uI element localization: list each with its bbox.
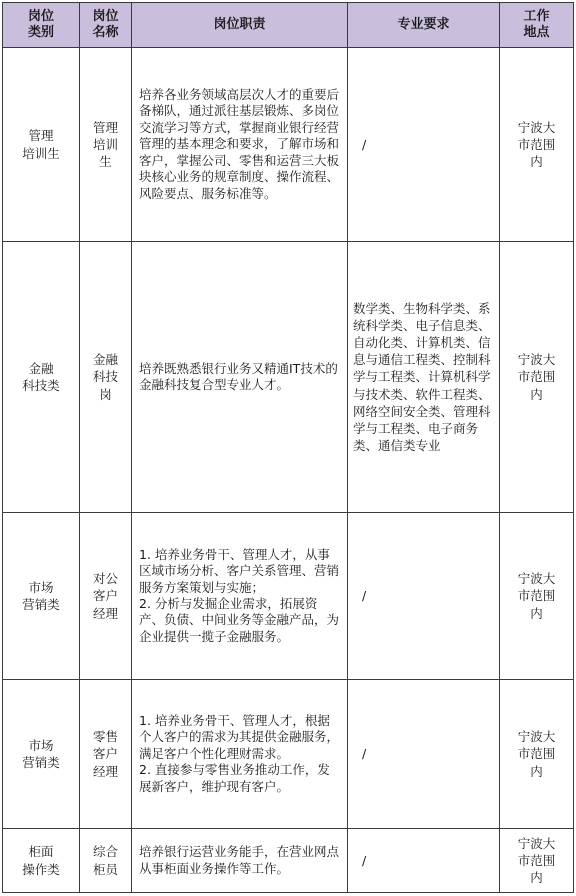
header-requirement: 专业要求	[348, 3, 500, 48]
cell-duty: 培养银行运营业务能手，在营业网点从事柜面业务操作等工作。	[132, 829, 348, 893]
header-location: 工作 地点	[500, 3, 574, 48]
cell-category: 市场 营销类	[3, 513, 80, 680]
cell-duty: 培养各业务领域高层次人才的重要后备梯队，通过派往基层锻炼、多岗位交流学习等方式，掌握商业银行经营管理的基本理念和要求，了解市场和客户，掌握公司、零售和运营三大板块核心业务的规章制度、操作流程、风险要点、服务标准等。	[132, 48, 348, 242]
table-row	[3, 242, 574, 513]
header-row	[3, 3, 574, 48]
cell-location: 宁波大 市范围 内	[500, 48, 574, 242]
table-row	[3, 829, 574, 893]
cell-category: 市场 营销类	[3, 680, 80, 829]
cell-category: 管理 培训生	[3, 48, 80, 242]
table-row	[3, 680, 574, 829]
cell-duty: 培养既熟悉银行业务又精通IT技术的金融科技复合型专业人才。	[132, 242, 348, 513]
header-category: 岗位 类别	[3, 3, 80, 48]
cell-position-name: 零售 客户 经理	[80, 680, 132, 829]
cell-location: 宁波大 市范围 内	[500, 829, 574, 893]
header-duty: 岗位职责	[132, 3, 348, 48]
table-row	[3, 48, 574, 242]
cell-position-name: 管理 培训 生	[80, 48, 132, 242]
table-row	[3, 513, 574, 680]
cell-requirement: /	[348, 829, 500, 893]
cell-position-name: 对公 客户 经理	[80, 513, 132, 680]
cell-position-name: 综合 柜员	[80, 829, 132, 893]
cell-requirement: /	[348, 48, 500, 242]
cell-category: 金融 科技类	[3, 242, 80, 513]
header-name: 岗位 名称	[80, 3, 132, 48]
cell-location: 宁波大 市范围 内	[500, 242, 574, 513]
cell-requirement: 数学类、生物科学类、系统科学类、电子信息类、自动化类、计算机类、信息与通信工程类、控制科学与工程类、计算机科学与技术类、软件工程类、网络空间安全类、管理科学与工程类、电子商务类、通信类专业	[348, 242, 500, 513]
cell-position-name: 金融 科技 岗	[80, 242, 132, 513]
cell-location: 宁波大 市范围 内	[500, 680, 574, 829]
cell-category: 柜面 操作类	[3, 829, 80, 893]
cell-duty: 1. 培养业务骨干、管理人才，根据个人客户的需求为其提供金融服务，满足客户个性化理财需求。 2. 直接参与零售业务推动工作，发展新客户，维护现有客户。	[132, 680, 348, 829]
job-table	[2, 2, 574, 893]
cell-duty: 1. 培养业务骨干、管理人才，从事区域市场分析、客户关系管理、营销服务方案策划与实施； 2. 分析与发掘企业需求，拓展资产、负债、中间业务等金融产品，为企业提供一揽子金融服务。	[132, 513, 348, 680]
cell-location: 宁波大 市范围 内	[500, 513, 574, 680]
cell-requirement: /	[348, 680, 500, 829]
cell-requirement: /	[348, 513, 500, 680]
